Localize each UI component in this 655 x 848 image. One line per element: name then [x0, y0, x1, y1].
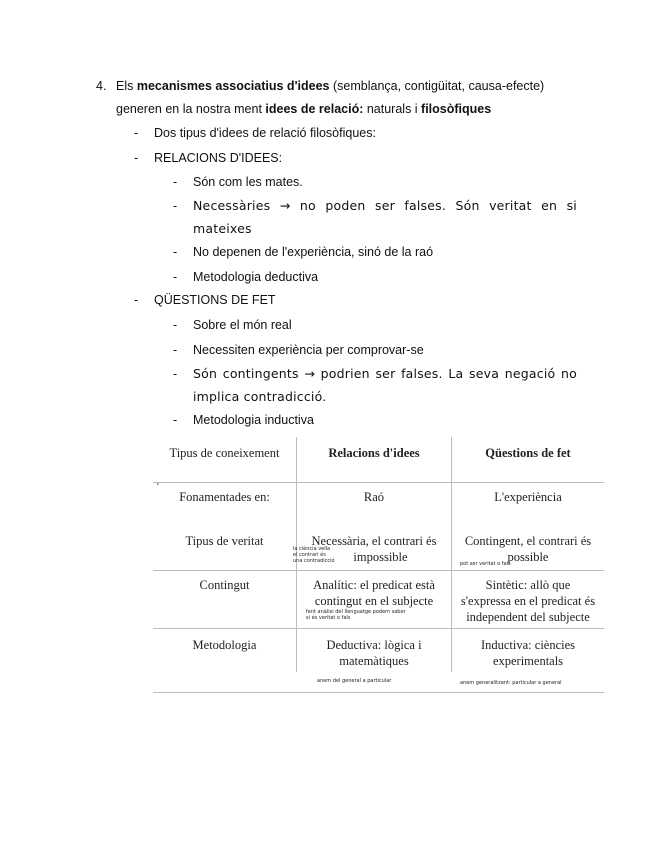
stray-mark: ': [157, 482, 159, 493]
list-item: No depenen de l'experiència, sinó de la raó: [193, 245, 434, 259]
handwritten-note: la ciència vella: [293, 546, 331, 552]
table-divider: [153, 570, 604, 571]
bullet-dash: -: [173, 413, 178, 427]
table-header: Relacions d'idees: [328, 446, 420, 460]
table-cell: Contingent, el contrari és: [464, 534, 592, 548]
table-cell: Deductiva: lògica i: [326, 638, 422, 652]
table-cell: s'expressa en el predicat és: [460, 594, 596, 608]
table-cell: possible: [507, 550, 549, 564]
table-cell: L'experiència: [494, 490, 562, 504]
bullet-dash: -: [173, 343, 178, 357]
table-cell: Sintètic: allò que: [485, 578, 571, 592]
handwritten-note: fent anàlisi del llenguatge podem saber: [306, 609, 406, 615]
bullet-dash: -: [173, 199, 178, 213]
bullet-dash: -: [173, 245, 178, 259]
list-item: Metodologia deductiva: [193, 270, 319, 284]
bullet-dash: -: [173, 175, 178, 189]
list-number: 4.: [96, 79, 107, 93]
table-header: Tipus de coneixement: [169, 446, 280, 460]
table-divider: [153, 482, 604, 483]
bullet-dash: -: [173, 318, 178, 332]
table-cell: contingut en el subjecte: [314, 594, 434, 608]
table-cell: Raó: [363, 490, 385, 504]
table-row-label: Contingut: [199, 578, 250, 592]
list-item: Metodologia inductiva: [193, 413, 314, 427]
handwritten-note: pot ser veritat o fals: [460, 561, 511, 567]
list-item-cont: mateixes: [193, 221, 252, 236]
handwritten-note: si és veritat o fals: [306, 615, 351, 621]
table-cell: experimentals: [492, 654, 564, 668]
item4-line1: Els mecanismes associatius d'idees (semblança, contigüitat, causa-efecte): [116, 79, 545, 93]
table-header: Qüestions de fet: [485, 446, 571, 460]
bullet-dash: -: [134, 151, 139, 165]
list-item-cont: implica contradicció.: [193, 389, 327, 404]
table-row-label: Tipus de veritat: [185, 534, 264, 548]
list-item: Necessàries → no poden ser falses. Són veritat en si: [193, 198, 577, 213]
bullet-dash: -: [173, 367, 178, 381]
table-cell: impossible: [353, 550, 408, 564]
bullet-dash: -: [134, 126, 139, 140]
handwritten-note: anem generalitzant: particular a general: [460, 680, 562, 686]
list-item: Són com les mates.: [193, 175, 303, 189]
handwritten-note: el contrari és: [293, 552, 326, 558]
handwritten-note: una contradicció: [293, 558, 335, 564]
questions-heading: QÜESTIONS DE FET: [154, 293, 276, 307]
list-item: Sobre el món real: [193, 318, 292, 332]
list-item: Necessiten experiència per comprovar-se: [193, 343, 424, 357]
table-cell: matemàtiques: [339, 654, 409, 668]
table-row-label: Metodologia: [192, 638, 257, 652]
table-cell: independent del subjecte: [466, 610, 590, 624]
table-divider: [153, 692, 604, 693]
item4-line2: generen en la nostra ment idees de relació: naturals i filosòfiques: [116, 102, 492, 116]
table-cell: Necessària, el contrari és: [311, 534, 437, 548]
table-row-label: Fonamentades en:: [179, 490, 270, 504]
table-divider: [153, 628, 604, 629]
bullet-dash: -: [134, 293, 139, 307]
table-cell: Inductiva: ciències: [480, 638, 576, 652]
bullet-dash: -: [173, 270, 178, 284]
two-types-text: Dos tipus d'idees de relació filosòfiques:: [154, 126, 376, 140]
handwritten-note: anem del general a particular: [317, 678, 392, 684]
table-cell: Analític: el predicat està: [313, 578, 435, 592]
relacions-heading: RELACIONS D'IDEES:: [154, 151, 283, 165]
list-item: Són contingents → podrien ser falses. La seva negació no: [193, 366, 577, 381]
